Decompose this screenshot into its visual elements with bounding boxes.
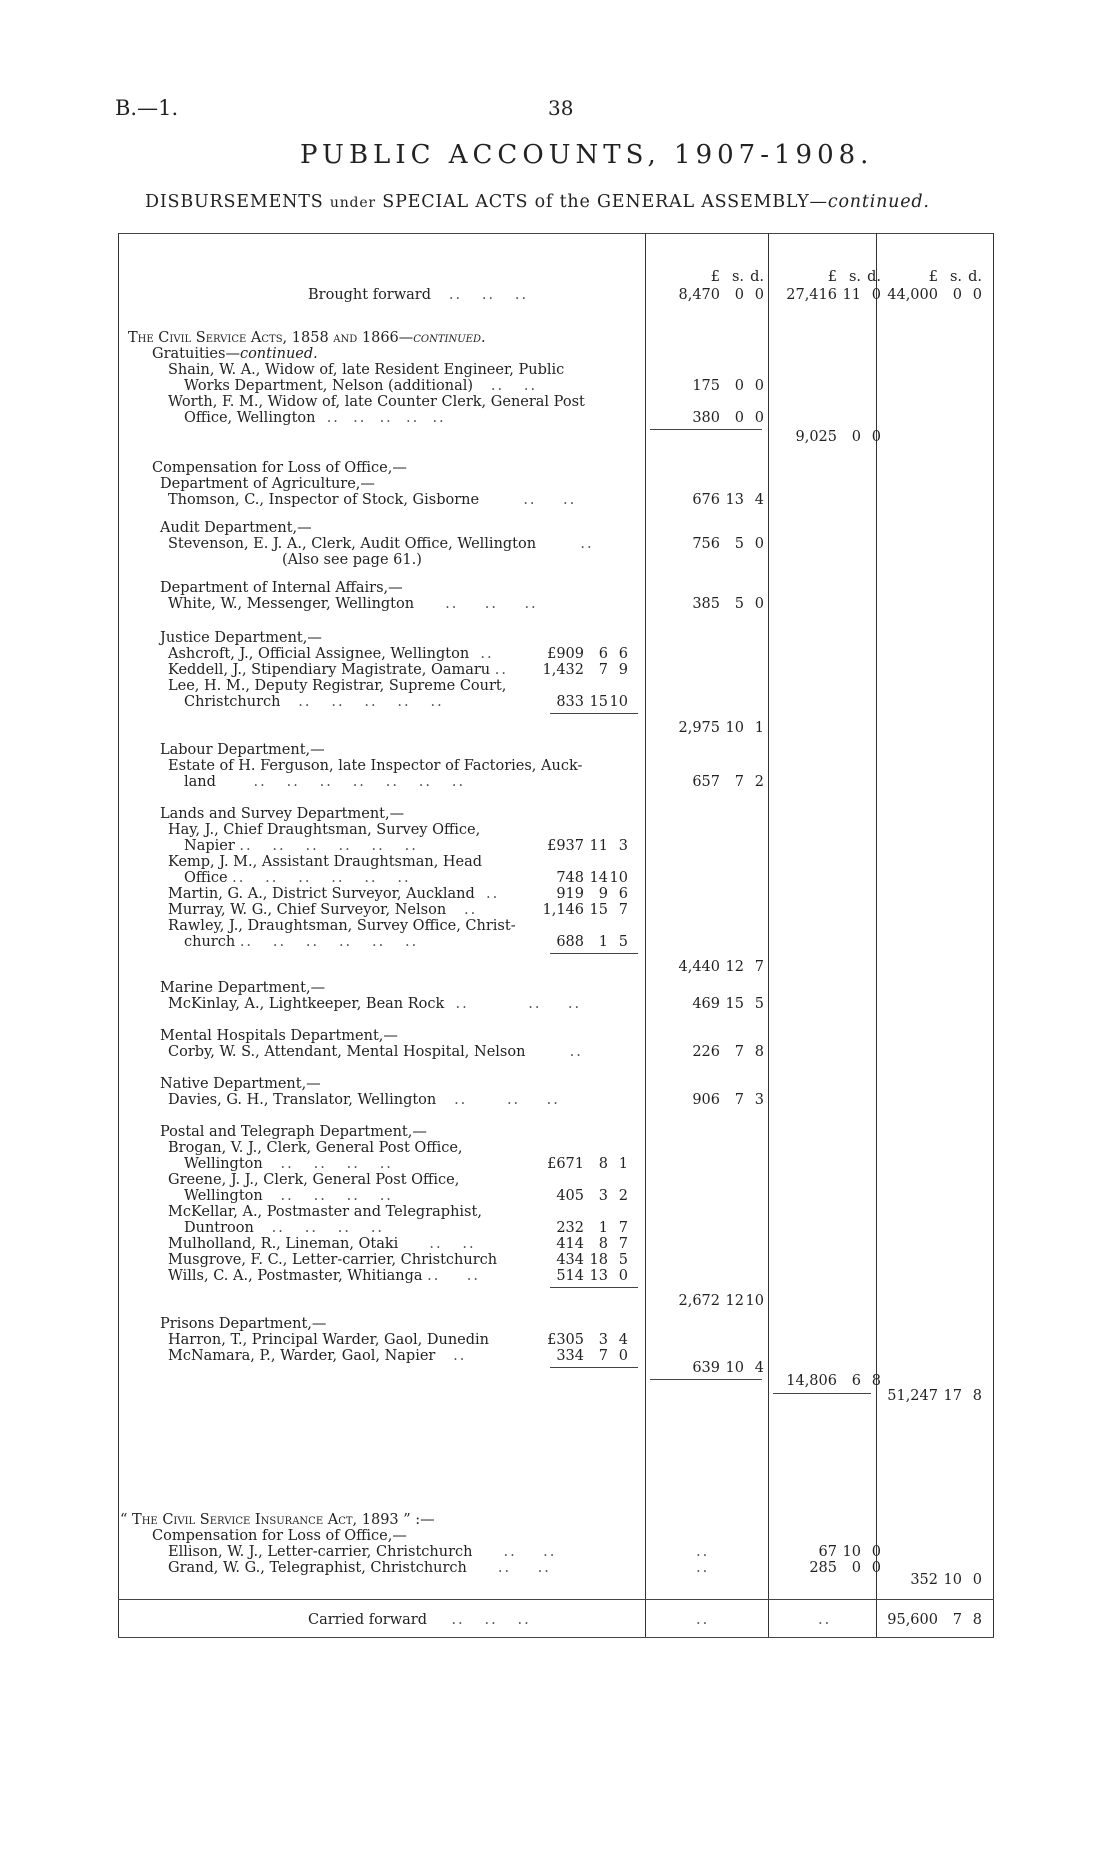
native-heading: Native Department,— <box>160 1076 321 1092</box>
col2-subtotal-rule <box>773 1393 871 1394</box>
justice-subtotal-rule <box>550 713 638 714</box>
audit-heading: Audit Department,— <box>160 520 312 536</box>
mckinlay-line: McKinlay, A., Lightkeeper, Bean Rock .. .. .. <box>168 996 582 1012</box>
shain-line-2: Works Department, Nelson (additional) .. .. <box>184 378 538 394</box>
lands-heading: Lands and Survey Department,— <box>160 806 405 822</box>
worth-line-2: Office, Wellington .. .. .. .. .. <box>184 410 446 426</box>
insurance-total: 352 10 0 <box>910 1572 982 1588</box>
wills-amount: 514 13 0 <box>556 1268 628 1284</box>
justice-heading: Justice Department,— <box>160 630 322 646</box>
subtitle-rest: SPECIAL ACTS of the GENERAL ASSEMBLY— <box>382 192 828 212</box>
harron-line: Harron, T., Principal Warder, Gaol, Dunedin <box>168 1332 489 1348</box>
labour-heading: Labour Department,— <box>160 742 325 758</box>
murray-line: Murray, W. G., Chief Surveyor, Nelson .. <box>168 902 478 918</box>
murray-amount: 1,146 15 7 <box>542 902 628 918</box>
davies-line: Davies, G. H., Translator, Wellington .. .. .. <box>168 1092 560 1108</box>
mcnamara-amount: 334 7 0 <box>556 1348 628 1364</box>
col1-divider <box>645 233 646 1638</box>
keddell-amount: 1,432 7 9 <box>542 662 628 678</box>
prisons-subtotal-rule <box>550 1367 638 1368</box>
ashcroft-amount: £909 6 6 <box>547 646 628 662</box>
justice-total: 2,975 10 1 <box>678 720 764 736</box>
rawley-line-2: church .. .. .. .. .. .. <box>184 934 419 950</box>
col1-head: £ s. d. <box>710 269 764 285</box>
page-number: 38 <box>548 96 574 120</box>
brogan-line-2: Wellington .. .. .. .. <box>184 1156 393 1172</box>
hay-line-1: Hay, J., Chief Draughtsman, Survey Office, <box>168 822 481 838</box>
insurance-compensation-heading: Compensation for Loss of Office,— <box>152 1528 407 1544</box>
thomson-line: Thomson, C., Inspector of Stock, Gisborne .. .. <box>168 492 577 508</box>
lands-total: 4,440 12 7 <box>678 959 764 975</box>
col2-head: £ s. d. <box>827 269 881 285</box>
compensation-subtotal-rule <box>650 1379 762 1380</box>
shain-amount: 175 0 0 <box>692 378 764 394</box>
ferguson-line-2: land .. .. .. .. .. .. .. <box>184 774 466 790</box>
carried-forward-rule <box>118 1599 994 1600</box>
stevenson-line: Stevenson, E. J. A., Clerk, Audit Office, Wellington .. <box>168 536 594 552</box>
grand-amount: 285 0 0 <box>809 1560 881 1576</box>
ferguson-amount: 657 7 2 <box>692 774 764 790</box>
martin-line: Martin, G. A., District Surveyor, Auckland .. <box>168 886 500 902</box>
col2-divider <box>768 233 769 1638</box>
compensation-heading: Compensation for Loss of Office,— <box>152 460 407 476</box>
internal-affairs-heading: Department of Internal Affairs,— <box>160 580 403 596</box>
grand-line: Grand, W. G., Telegraphist, Christchurch .. .. <box>168 1560 551 1576</box>
kemp-amount: 748 14 10 <box>556 870 628 886</box>
mckellar-line-1: McKellar, A., Postmaster and Telegraphist, <box>168 1204 482 1220</box>
corby-amount: 226 7 8 <box>692 1044 764 1060</box>
gratuities-total: 9,025 0 0 <box>795 429 881 445</box>
ellison-line: Ellison, W. J., Letter-carrier, Christchurch .. .. <box>168 1544 557 1560</box>
corby-line: Corby, W. S., Attendant, Mental Hospital, Nelson .. <box>168 1044 583 1060</box>
brought-forward-col1: 8,470 0 0 <box>678 287 764 303</box>
musgrove-amount: 434 18 5 <box>556 1252 628 1268</box>
shain-line-1: Shain, W. A., Widow of, late Resident Engineer, Public <box>168 362 565 378</box>
lands-subtotal-rule <box>550 953 638 954</box>
mcnamara-line: McNamara, P., Warder, Gaol, Napier .. <box>168 1348 467 1364</box>
ellison-amount: 67 10 0 <box>818 1544 881 1560</box>
ashcroft-line: Ashcroft, J., Official Assignee, Wellington .. <box>168 646 494 662</box>
mulholland-amount: 414 8 7 <box>556 1236 628 1252</box>
page-subtitle <box>145 192 930 212</box>
rawley-amount: 688 1 5 <box>556 934 628 950</box>
postal-total: 2,672 12 10 <box>678 1293 764 1309</box>
civil-service-total: 51,247 17 8 <box>887 1388 982 1404</box>
table-left-rule <box>118 233 119 1638</box>
lee-amount: 833 15 10 <box>556 694 628 710</box>
lee-line-1: Lee, H. M., Deputy Registrar, Supreme Court, <box>168 678 507 694</box>
civil-service-heading: The Civil Service Acts, 1858 and 1866—continued. <box>128 330 486 346</box>
carried-forward-label: Carried forward .. .. .. <box>308 1612 531 1628</box>
martin-amount: 919 9 6 <box>556 886 628 902</box>
brogan-amount: £671 8 1 <box>547 1156 628 1172</box>
grand-col1-dots: .. <box>696 1560 710 1576</box>
davies-amount: 906 7 3 <box>692 1092 764 1108</box>
page-title: PUBLIC ACCOUNTS, 1907-1908. <box>300 140 874 170</box>
carried-forward-col2-dots: .. <box>818 1612 832 1628</box>
worth-amount: 380 0 0 <box>692 410 764 426</box>
brought-forward-col3: 44,000 0 0 <box>887 287 982 303</box>
prisons-heading: Prisons Department,— <box>160 1316 327 1332</box>
section-code: B.—1. <box>115 96 179 120</box>
subtitle-continued: continued. <box>827 192 930 212</box>
col3-head: £ s. d. <box>928 269 982 285</box>
kemp-line-1: Kemp, J. M., Assistant Draughtsman, Head <box>168 854 483 870</box>
greene-line-2: Wellington .. .. .. .. <box>184 1188 393 1204</box>
postal-heading: Postal and Telegraph Department,— <box>160 1124 427 1140</box>
mckinlay-amount: 469 15 5 <box>692 996 764 1012</box>
mckellar-line-2: Duntroon .. .. .. .. <box>184 1220 385 1236</box>
postal-subtotal-rule <box>550 1287 638 1288</box>
brought-forward-col2: 27,416 11 0 <box>786 287 881 303</box>
ferguson-line-1: Estate of H. Ferguson, late Inspector of Factories, Auck- <box>168 758 583 774</box>
ellison-col1-dots: .. <box>696 1544 710 1560</box>
carried-forward-col3: 95,600 7 8 <box>887 1612 982 1628</box>
mulholland-line: Mulholland, R., Lineman, Otaki .. .. <box>168 1236 476 1252</box>
hay-line-2: Napier .. .. .. .. .. .. <box>184 838 418 854</box>
worth-line-1: Worth, F. M., Widow of, late Counter Clerk, General Post <box>168 394 585 410</box>
keddell-line: Keddell, J., Stipendiary Magistrate, Oamaru .. <box>168 662 508 678</box>
kemp-line-2: Office .. .. .. .. .. .. <box>184 870 411 886</box>
harron-amount: £305 3 4 <box>547 1332 628 1348</box>
greene-line-1: Greene, J. J., Clerk, General Post Office, <box>168 1172 460 1188</box>
white-amount: 385 5 0 <box>692 596 764 612</box>
hay-amount: £937 11 3 <box>547 838 628 854</box>
table-bottom-rule <box>118 1637 994 1638</box>
lee-line-2: Christchurch .. .. .. .. .. <box>184 694 444 710</box>
prisons-total: 639 10 4 <box>692 1360 764 1376</box>
rawley-line-1: Rawley, J., Draughtsman, Survey Office, Christ- <box>168 918 516 934</box>
thomson-amount: 676 13 4 <box>692 492 764 508</box>
mckellar-amount: 232 1 7 <box>556 1220 628 1236</box>
subtitle-under: under <box>329 195 376 211</box>
insurance-heading: “ The Civil Service Insurance Act, 1893 ” :— <box>120 1512 435 1528</box>
gratuities-heading: Gratuities—continued. <box>152 346 318 362</box>
brought-forward-label: Brought forward .. .. .. <box>308 287 529 303</box>
stevenson-amount: 756 5 0 <box>692 536 764 552</box>
carried-forward-col1-dots: .. <box>696 1612 710 1628</box>
gratuities-subtotal-rule <box>650 429 762 430</box>
table-top-rule <box>118 233 994 234</box>
mental-heading: Mental Hospitals Department,— <box>160 1028 398 1044</box>
agriculture-heading: Department of Agriculture,— <box>160 476 375 492</box>
musgrove-line: Musgrove, F. C., Letter-carrier, Christchurch <box>168 1252 498 1268</box>
brogan-line-1: Brogan, V. J., Clerk, General Post Office, <box>168 1140 463 1156</box>
subtitle-main: DISBURSEMENTS <box>145 192 324 212</box>
white-line: White, W., Messenger, Wellington .. .. .. <box>168 596 538 612</box>
compensation-total: 14,806 6 8 <box>786 1373 881 1389</box>
table-right-rule <box>993 233 994 1638</box>
stevenson-note: (Also see page 61.) <box>282 552 422 568</box>
greene-amount: 405 3 2 <box>556 1188 628 1204</box>
disbursements-table <box>118 233 994 1638</box>
marine-heading: Marine Department,— <box>160 980 326 996</box>
wills-line: Wills, C. A., Postmaster, Whitianga .. .. <box>168 1268 481 1284</box>
